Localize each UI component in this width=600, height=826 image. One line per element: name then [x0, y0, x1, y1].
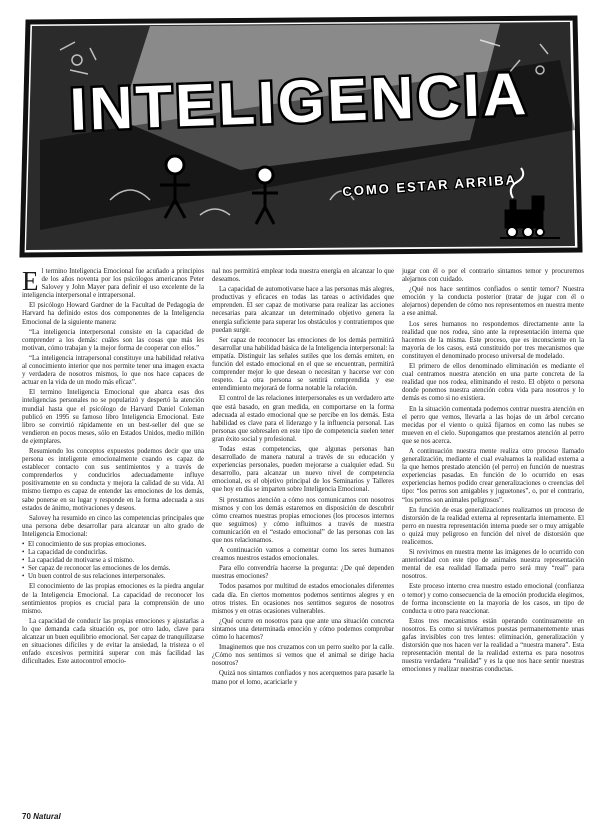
paragraph: A continuación vamos a comentar como los seres humanos creamos nuestros estados emocionales. [212, 547, 394, 563]
list-item: • La capacidad de conducirlas. [22, 549, 204, 557]
paragraph: ¿Qué nos hace sentimos confiados o sentir temor? Nuestra emoción y la conducta posterior (tratar de jugar con él o alejarnos) dependen de cómo nos representemos en nuestra mente a ese animal. [402, 286, 584, 318]
paragraph: El primero de ellos denominado eliminación es mediante el cual centramos nuestra atención en una parte concreta de la realidad que nos rodea, eliminando el resto. El objeto o persona donde ponemos nuestra atención cobra vida para nosotros y lo demás es como si no existiera. [402, 363, 584, 403]
paragraph: El termino Inteligencia Emocional que abarca esas dos inteligencias personales no se popularizó y despertó la atención mundial hasta que el psicólogo de Harvard Daniel Coleman publicó en 1995 su famoso libro Inteligencia Emocional. Este libro se convirtió rápidamente en un best-seller del que se vendieron en pocos meses, sólo en Estados Unidos, medio millón de ejemplares. [22, 389, 204, 445]
paragraph: Si revivimos en nuestra mente las imágenes de lo ocurrido con anterioridad con este tipo de animales nuestra representación mental de esa realidad llamada perro será muy “real” para nosotros. [402, 549, 584, 581]
magazine-name: Natural [33, 812, 61, 821]
banner-title: INTELIGENCIA [68, 60, 530, 144]
paragraph: El conocimiento de las propias emociones es la piedra angular de la Inteligencia Emocional. La capacidad de reconocer los sentimientos propios es crucial para la comprensión de uno mismo. [22, 583, 204, 615]
banner-subtitle: COMO ESTAR ARRIBA [341, 171, 518, 200]
paragraph: jugar con él o por el contrario sintamos temor y procuremos alejarnos con cuidado. [402, 268, 584, 284]
article-column-3 [402, 268, 584, 677]
paragraph: Todos pasamos por multitud de estados emocionales diferentes cada día. En ciertos momentos podemos sentirnos alegres y en otros tristes. En ocasiones nos sentimos seguros de nosotros mismos y en otras ocasiones vulnerables. [212, 583, 394, 615]
paragraph: Ser capaz de reconocer las emociones de los demás permitirá desarrollar una habilidad básica de la Inteligencia interpersonal: la empatía. Distinguir las señales sutiles que los demás emiten, en función del estado emocional en el que se encuentran, permitirá comprender mejor lo que desean o necesitan y hacerse ver con respeto. La otra persona se sentirá comprendida y ese entendimiento mejorará de forma notable la relación. [212, 336, 394, 393]
paragraph: Estos tres mecanismos están operando continuamente en nosotros. Es como si tuviéramos puestas permanentemente unas gafas invisibles con tres lentes: eliminación, generalización y distorsión que nos hacen ver la realidad a “nuestra manera”. Esta representación mental de la realidad externa es para nosotros nuestra verdadera “realidad” y es la que nos hace sentir nuestras emociones y realizar nuestras conductas. [402, 617, 584, 674]
quote-intrapersonal: “La inteligencia intrapersonal constituye una habilidad relativa al conocimiento interior que nos permite tener una imagen exacta y verdadera de nosotros mismos, lo que nos hace capaces de actuar en la vida de un modo más eficaz”. [22, 354, 204, 387]
article-column-2 [212, 268, 394, 689]
page-footer [22, 812, 61, 821]
paragraph: Los seres humanos no respondemos directamente ante la realidad que nos rodea, sino ante la representación interna que hacemos de la misma. Este proceso, que es inconsciente en la mayoría de los casos, está constituido por tres mecanismos que constituyen el denominado proceso universal de modelado. [402, 320, 584, 360]
paragraph: Quizá nos sintamos confiados y nos acerquemos para pasarle la mano por el lomo, acariciarle y [212, 670, 394, 686]
paragraph: ¿Qué ocurre en nosotros para que ante una situación concreta sintamos una determinada emoción y cómo podemos comprobar cómo lo hacemos? [212, 617, 394, 642]
paragraph: Todas estas competencias, que algunas personas han desarrollado de manera natural a través de su educación y experiencias personales, pueden mejorarse a cualquier edad. Su desarrollo, para alcanzar un nuevo nivel de competencia emocional, es el objetivo principal de los Seminarios y Talleres que hoy en día se imparten sobre Inteligencia Emocional. [212, 445, 394, 494]
intro-paragraph: El termino Inteligencia Emocional fue acuñado a principios de los años noventa por los psicólogos americanos Peter Salovey y John Mayer para definir el uso excelente de la inteligencia interpersonal e intrapersonal. [22, 266, 204, 300]
list-item: • Un buen control de sus relaciones interpersonales. [22, 573, 204, 581]
paragraph: Para ello convendría hacerse la pregunta: ¿De qué dependen nuestras emociones? [212, 565, 394, 581]
paragraph: A continuación nuestra mente realiza otro proceso llamado generalización, mediante el cual evaluamos la realidad externa a la que hemos prestado atención (el perro) en función de nuestras experiencias pasadas. En función de lo ocurrido en esas experiencias hemos podido crear generalizaciones o creencias del tipo: “los perros son amigables y juguetones”, o, por el contrario, “los perros son animales peligrosos”. [402, 447, 584, 504]
paragraph: En función de esas generalizaciones realizamos un proceso de distorsión de la realidad externa al representarla internamente. El perro en nuestra representación interna puede ser o muy amigable o quizá muy peligroso en función del nivel de distorsión que realicemos. [402, 506, 584, 546]
paragraph: Este proceso interno crea nuestro estado emocional (confianza o temor) y como consecuencia de la emoción producida elegimos, de forma inconsciente en la mayoría de los casos, un tipo de conducta u otro para reaccionar. [402, 583, 584, 615]
paragraph: Resumiendo los conceptos expuestos podemos decir que una persona es inteligente emocionalmente cuando es capaz de establecer contacto con sus sentimientos y a través de comprenderlos y conducirlos adecuadamente influye positivamente en su conducta y mejora la calidad de su vida. Al mismo tiempo es capaz de entender las emociones de los demás, sabe ponerse en su lugar y responde en la forma adecuada a sus estados de ánimo, motivaciones y deseos. [22, 447, 204, 512]
list-item: • Ser capaz de reconocer las emociones de los demás. [22, 565, 204, 573]
paragraph: Salovey ha resumido en cinco las competencias principales que una persona debe desarrollar para alcanzar un alto grado de Inteligencia Emocional: [22, 514, 204, 538]
paragraph: La capacidad de conducir las propias emociones y ajustarlas a lo que demanda cada situación es, por otro lado, clave para alcanzar un buen equilibrio emocional. Ser capaz de tranquilizarse en situaciones difíciles y de evitar la ansiedad, la tristeza o el enfado excesivos permitirá superar con más facilidad las dificultades. Este autocontrol emocio- [22, 617, 204, 666]
competencies-list [22, 541, 204, 581]
paragraph: nal nos permitirá emplear toda nuestra energía en alcanzar lo que deseamos. [212, 268, 394, 284]
page-number: 70 [22, 812, 31, 821]
drop-cap: E [22, 266, 39, 296]
paragraph: El control de las relaciones interpersonales es un verdadero arte que está basado, en gran medida, en comportarse en la forma adecuada al estado emocional que se percibe en los demás. Esta habilidad es clave para el liderazgo y la influencia personal. Las personas que sobresalen en este tipo de competencia suelen tener gran éxito social y profesional. [212, 395, 394, 443]
paragraph: La capacidad de automotivarse hace a las personas más alegres, productivas y eficaces en todas las tareas o actividades que emprenden. El ser capaz de motivarse para realizar las acciones necesarias para alcanzar un determinado objetivo genera la energía suficiente para superar los obstáculos y contratiempos que puedan surgir. [212, 286, 394, 334]
quote-interpersonal: “La inteligencia interpersonal consiste en la capacidad de comprender a los demás: cuáles son las cosas que más les motivan, cómo trabajan y la mejor forma de cooperar con ellos.” [22, 328, 204, 352]
paragraph: El psicólogo Howard Gardner de la Facultad de Pedagogía de Harvard ha definido estos dos componentes de la Inteligencia Emocional de la siguiente manera: [22, 302, 204, 326]
paragraph: En la situación comentada podemos centrar nuestra atención en el perro que vemos, llevarla a las hojas de un árbol cercano mecidas por el viento o quizá fijarnos en como las nubes se mueven en el cielo. Supongamos que prestamos atención al perro que se nos acerca. [402, 405, 584, 445]
list-item: • La capacidad de motivarse a sí mismo. [22, 557, 204, 565]
paragraph: Si prestamos atención a cómo nos comunicamos con nosotros mismos y con los demás estaremos en disposición de descubrir cómo creamos nuestras propias emociones (los procesos internos que seguimos) y cómo influimos a través de nuestra comunicación en el “estado emocional” de las personas con las que nos relacionamos. [212, 496, 394, 544]
header-illustration [0, 0, 600, 262]
paragraph: Imaginemos que nos cruzamos con un perro suelto por la calle. ¿Cómo nos sentimos si vemos que el animal se dirige hacia nosotros? [212, 644, 394, 668]
article-column-1 [22, 268, 204, 668]
list-item: • El conocimiento de sus propias emociones. [22, 541, 204, 549]
